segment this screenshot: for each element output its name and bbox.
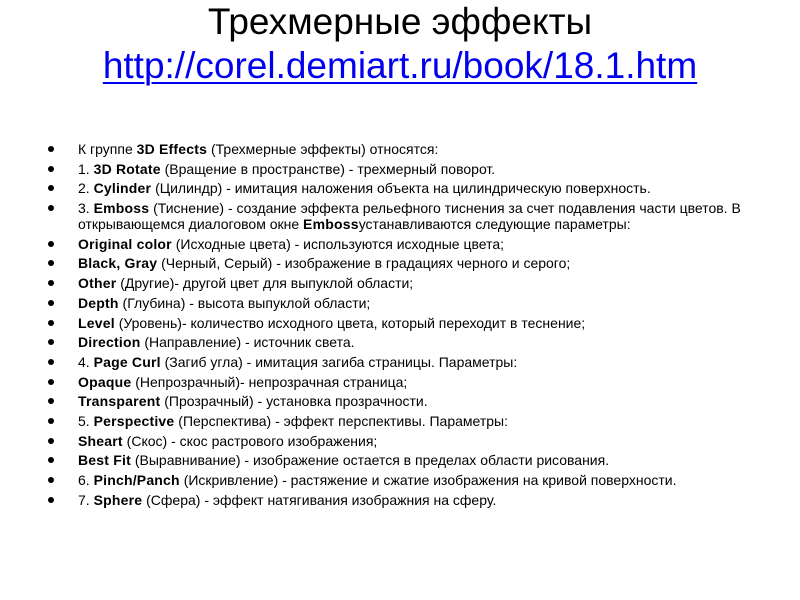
item-term: Perspective — [93, 412, 175, 429]
source-link[interactable]: http://corel.demiart.ru/book/18.1.htm — [102, 45, 698, 86]
item-term: Direction — [78, 334, 141, 351]
item-text: (Уровень)- количество исходного цвета, который переходит в теснение; — [114, 314, 586, 331]
list-item — [48, 393, 788, 409]
item-prefix: 6. — [78, 472, 94, 488]
slide-title-block — [30, 0, 770, 88]
item-text: (Тиснение) - создание эффекта рельефного тиснения за счет подавления части цветов. В открывающемся диалоговом окне — [78, 200, 741, 233]
list-item — [48, 200, 788, 232]
item-prefix: 4. — [78, 353, 94, 370]
item-term: Cylinder — [93, 180, 152, 197]
item-term: Original color — [78, 235, 172, 252]
list-item — [48, 374, 788, 390]
item-term: Sheart — [78, 432, 123, 449]
bullet-icon — [48, 359, 54, 365]
bullet-icon — [48, 477, 54, 483]
item-prefix: 1. — [78, 160, 94, 177]
list-item — [48, 334, 788, 350]
item-term: Level — [78, 314, 115, 331]
item-text: (Черный, Серый) - изображение в градациях черного и серого; — [157, 255, 571, 272]
item-term: Page Curl — [93, 353, 161, 370]
list-item — [48, 180, 788, 196]
item-term: Pinch/Panch — [93, 472, 180, 488]
bullet-icon — [48, 300, 54, 306]
bullet-icon — [48, 241, 54, 247]
list-item — [48, 236, 788, 252]
list-item — [48, 452, 788, 468]
item-text: (Вращение в пространстве) - трехмерный поворот. — [160, 160, 496, 177]
item-text: (Выравнивание) - изображение остается в пределах области рисования. — [130, 452, 610, 469]
bullet-icon — [48, 205, 54, 211]
item-text: (Направление) - источник света. — [140, 334, 355, 351]
bullet-icon — [48, 166, 54, 172]
item-text: (Исходные цвета) - используются исходные цвета; — [171, 235, 505, 252]
bullet-icon — [48, 146, 54, 152]
item-prefix: 3. — [78, 200, 94, 217]
item-term: Best Fit — [78, 452, 131, 469]
item-term: Transparent — [78, 393, 161, 410]
list-item — [48, 141, 788, 157]
item-text-2: устанавливаются следующие параметры: — [358, 216, 631, 233]
list-item — [48, 161, 788, 177]
item-text: (Цилиндр) - имитация наложения объекта на цилиндрическую поверхность. — [151, 180, 651, 197]
item-term-2: Emboss — [303, 216, 359, 233]
bullet-icon — [48, 379, 54, 385]
list-item — [48, 315, 788, 331]
item-prefix: К группе — [78, 141, 137, 157]
item-term: 3D Rotate — [93, 160, 161, 177]
list-item — [48, 413, 788, 429]
item-text: (Искривление) - растяжение и сжатие изображения на кривой поверхности. — [179, 472, 677, 488]
bullet-icon — [48, 260, 54, 266]
item-term: Emboss — [93, 200, 150, 217]
slide-title: Трехмерные эффекты — [207, 1, 593, 42]
bullet-icon — [48, 185, 54, 191]
list-item — [48, 295, 788, 311]
list-item — [48, 492, 788, 508]
item-text: (Прозрачный) - установка прозрачности. — [160, 393, 428, 410]
item-term: Black, Gray — [78, 255, 158, 272]
bullet-icon — [48, 418, 54, 424]
item-text: (Сфера) - эффект натягивания изображния на сферу. — [142, 491, 497, 508]
list-item — [48, 472, 788, 488]
item-text: (Непрозрачный)- непрозрачная страница; — [131, 373, 408, 390]
item-term: Sphere — [93, 491, 143, 508]
bullet-icon — [48, 280, 54, 286]
item-prefix: 2. — [78, 180, 94, 197]
item-prefix: 7. — [78, 491, 94, 508]
item-text: (Перспектива) - эффект перспективы. Параметры: — [174, 412, 509, 429]
item-text: (Загиб угла) - имитация загиба страницы. Параметры: — [160, 353, 518, 370]
bullet-icon — [48, 320, 54, 326]
item-text: (Скос) - скос растрового изображения; — [122, 432, 378, 449]
bullet-icon — [48, 339, 54, 345]
bullet-icon — [48, 438, 54, 444]
bullet-icon — [48, 497, 54, 503]
list-item — [48, 433, 788, 449]
list-item — [48, 354, 788, 370]
item-prefix: 5. — [78, 412, 94, 429]
list-item — [48, 275, 788, 291]
item-term: Other — [78, 275, 117, 292]
item-text: (Глубина) - высота выпуклой области; — [118, 294, 371, 311]
item-term: Depth — [78, 294, 119, 311]
bullet-list — [48, 141, 788, 511]
item-term: 3D Effects — [136, 141, 208, 157]
list-item — [48, 255, 788, 271]
item-text: (Другие)- другой цвет для выпуклой области; — [116, 275, 414, 292]
bullet-icon — [48, 398, 54, 404]
item-term: Opaque — [78, 373, 132, 390]
bullet-icon — [48, 457, 54, 463]
item-text: (Трехмерные эффекты) относятся: — [207, 141, 439, 157]
